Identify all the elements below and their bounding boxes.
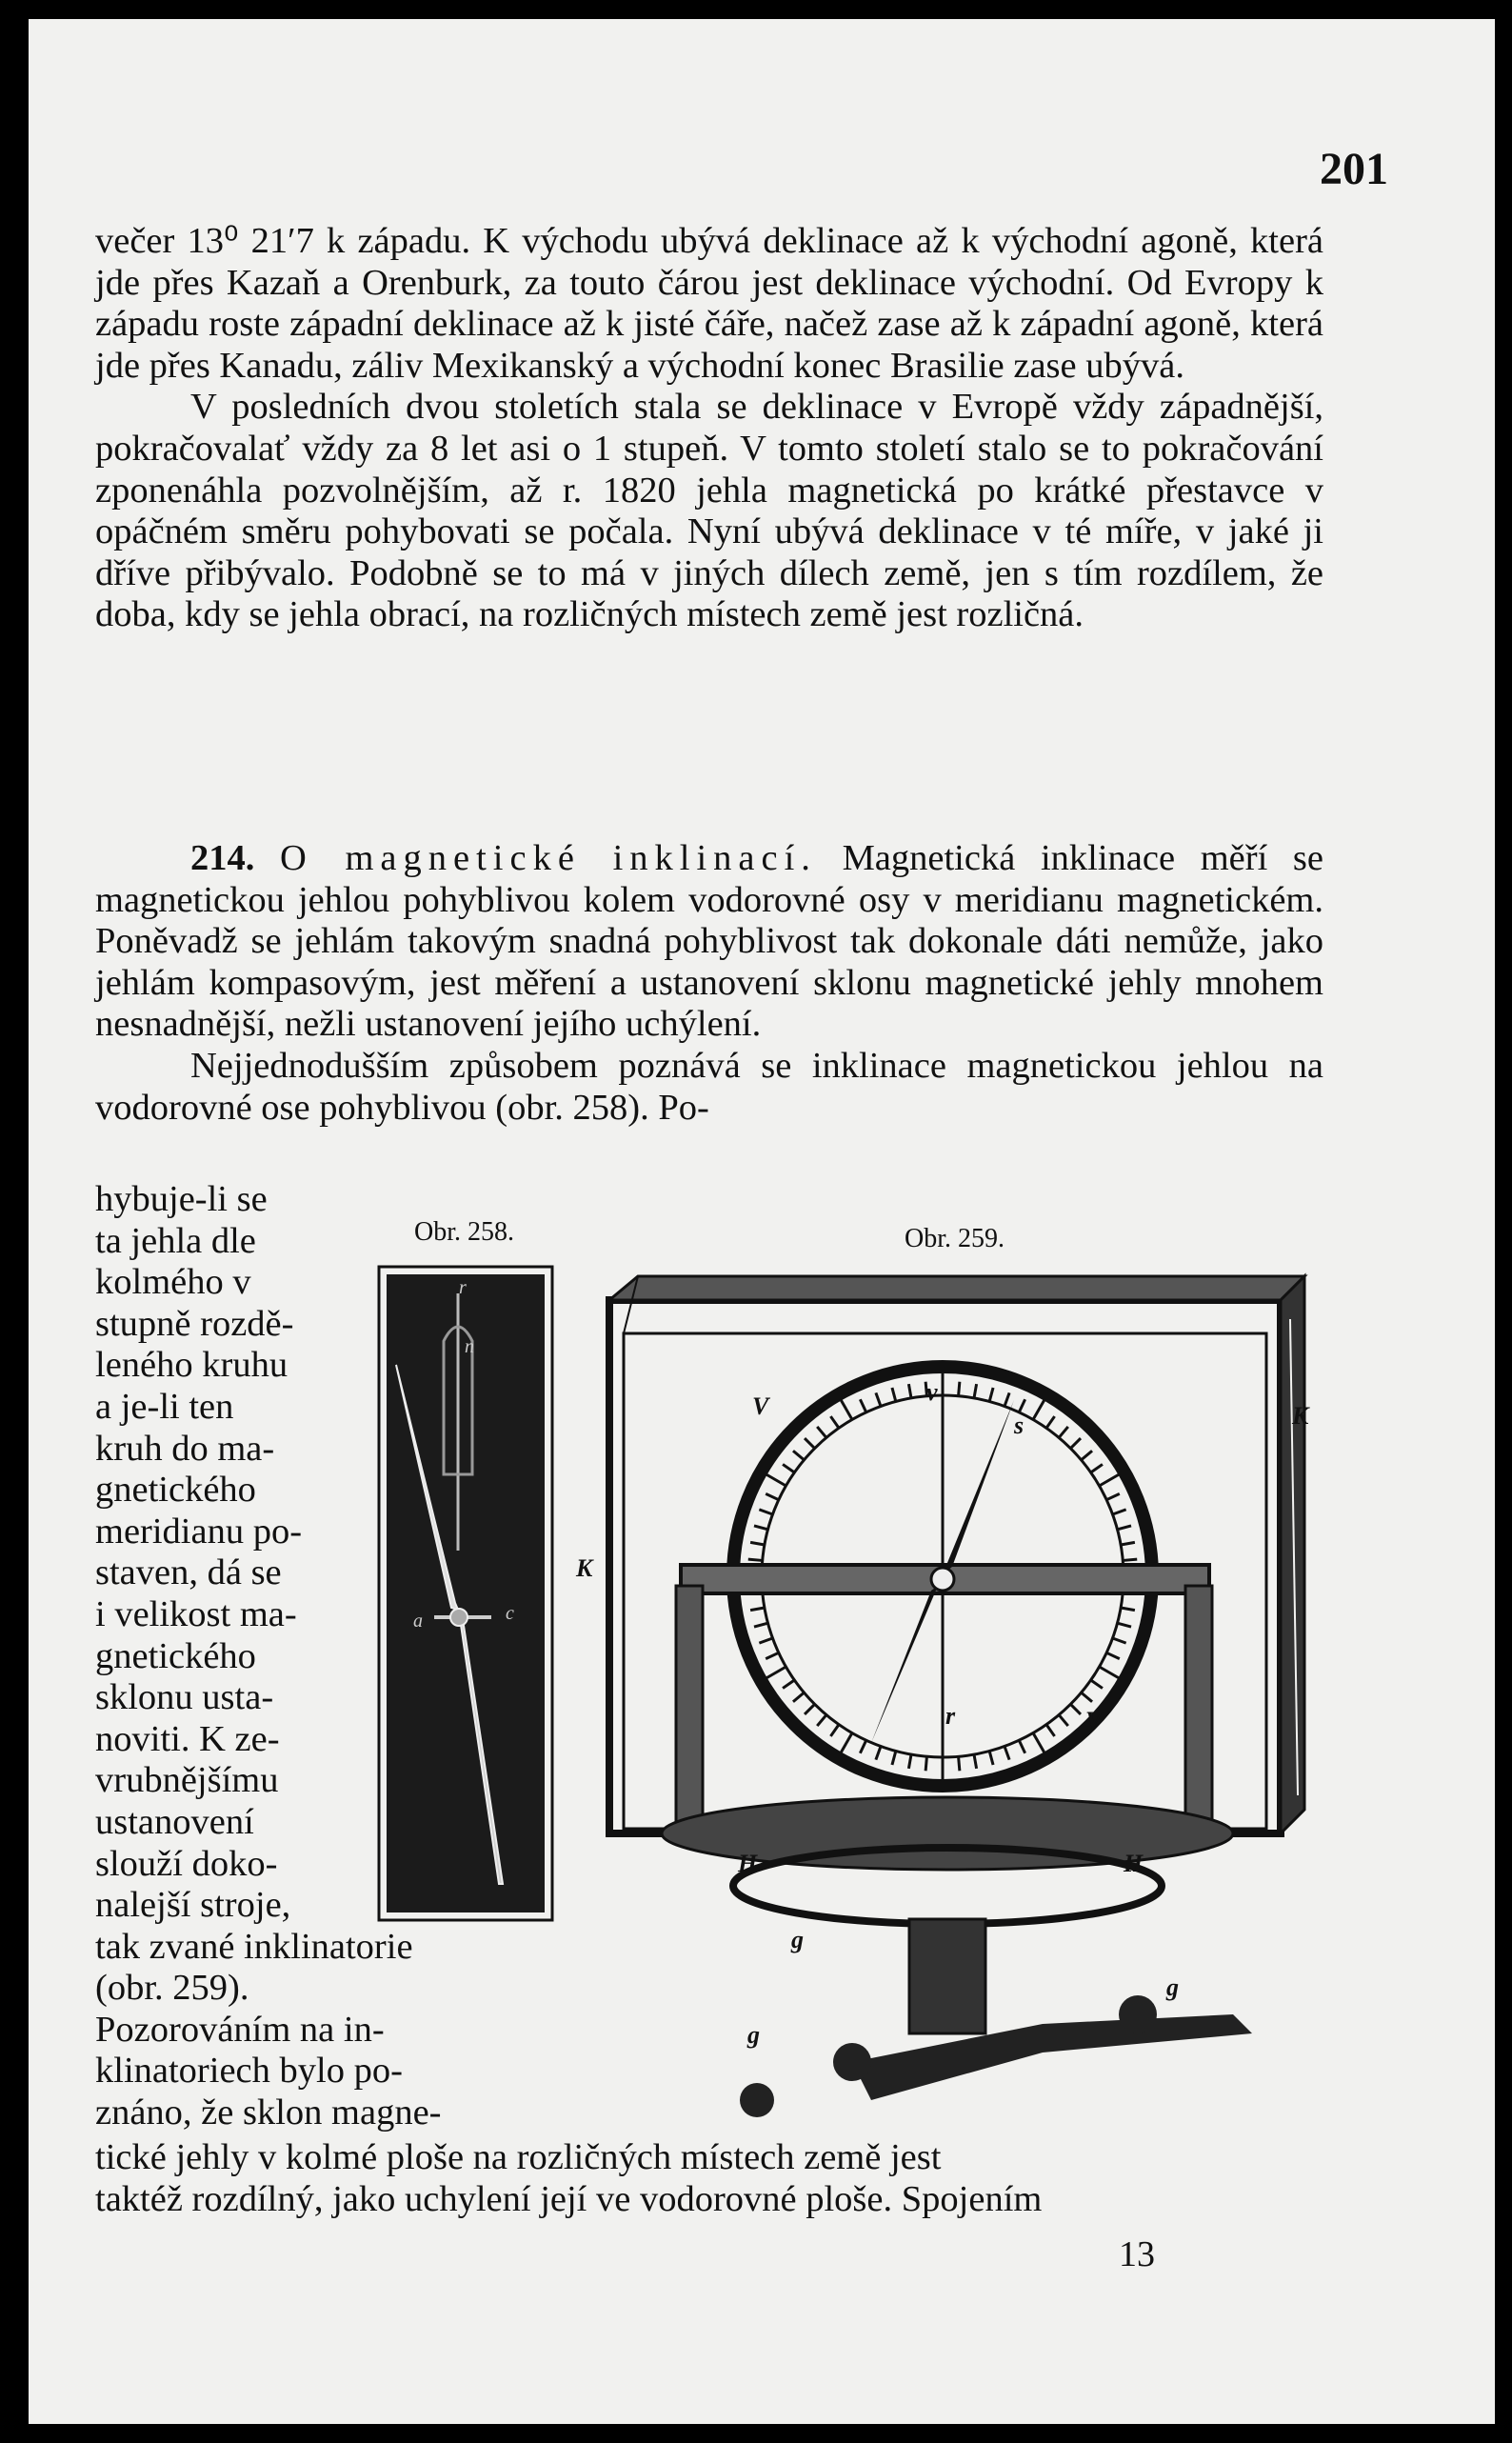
degree-tick (1070, 1704, 1081, 1714)
wrap-line: tak zvané inklinatorie (95, 1926, 413, 1967)
wrap-line: slouží doko- (95, 1843, 278, 1884)
wrap-line: gnetického (95, 1635, 256, 1676)
degree-tick (1059, 1715, 1068, 1726)
degree-tick (989, 1388, 993, 1401)
wrap-line: kolmého v (95, 1262, 251, 1303)
degree-tick (805, 1704, 815, 1714)
section-214 (95, 838, 1323, 1129)
wrap-line: ustanovení (95, 1801, 254, 1842)
wrap-line: a je-li ten (95, 1386, 234, 1427)
wrap-line: i velikost ma- (95, 1593, 297, 1634)
degree-tick (1046, 1725, 1055, 1736)
fig259-label-H1: H (738, 1850, 758, 1877)
wrap-line: Pozorováním na in- (95, 2009, 385, 2050)
fig259-label-g2: g (1166, 1973, 1179, 2001)
degree-tick (766, 1667, 786, 1679)
degree-tick (974, 1754, 977, 1769)
page-number: 201 (1320, 144, 1388, 194)
wrap-line: kruh do ma- (95, 1428, 275, 1469)
bottom-line: taktéž rozdílný, jako uchylení její ve vodorovné ploše. Spojením (95, 2178, 1043, 2219)
degree-tick (876, 1392, 881, 1406)
degree-tick (908, 1754, 911, 1769)
degree-tick (750, 1542, 765, 1545)
degree-tick (1091, 1680, 1103, 1689)
degree-tick (974, 1384, 977, 1398)
degree-tick (750, 1608, 765, 1611)
degree-tick (748, 1559, 763, 1560)
degree-tick (959, 1382, 960, 1396)
section-text: Magnetická inklinace měří se magnetickou jehlou pohyblivou kolem vodorovné osy v meridianu magnetickém. Poněvadž se jehlám takovým snadná pohyblivost tak dokonale dáti nemůže, jako jehlám kompasovým, jest měření a ustanovení sklonu magnetické jehly mnohem nesnadnější, nežli ustanovení jejího uchýlení. (95, 838, 1323, 1045)
wrap-line: (obr. 259). (95, 1968, 249, 2009)
degree-tick (1019, 1740, 1025, 1753)
scan-edge (0, 0, 15, 2443)
degree-tick (1113, 1638, 1126, 1643)
top-text (95, 221, 1323, 636)
degree-tick (1091, 1464, 1103, 1472)
degree-tick (1100, 1667, 1121, 1679)
fig259-label-K-right: K (1292, 1402, 1309, 1430)
degree-tick (793, 1451, 804, 1460)
section-title: O magnetické inklinací. (280, 838, 817, 878)
paragraph-intro: Nejjednodušším způsobem poznává se inklinace magnetickou jehlou na vodorovné ose pohyblivou (obr. 258). Po- (95, 1045, 1323, 1128)
degree-tick (766, 1474, 786, 1487)
wrap-line: hybuje-li se (95, 1179, 268, 1219)
degree-tick (754, 1526, 767, 1530)
fig259-label-g3: g (747, 2021, 760, 2049)
degree-tick (766, 1493, 779, 1499)
degree-tick (1059, 1427, 1068, 1437)
degree-tick (1033, 1399, 1045, 1420)
wrap-line: gnetického (95, 1470, 256, 1511)
fig259-label-V2: V (1085, 1707, 1103, 1734)
wrap-line: meridianu po- (95, 1511, 303, 1552)
fig258-label-n: n (465, 1336, 474, 1357)
paragraph-1: večer 13⁰ 21′7 k západu. K východu ubývá deklinace až k východní agoně, která jde přes Kazaň a Orenburk, za touto čárou jest deklinace východní. Od Evropy k západu roste západní deklinace až k jisté čáře, načež zase až k západní agoně, která jde přes Kanadu, záliv Mexikanský a východní konec Brasilie zase ubývá. (95, 221, 1323, 386)
section-number: 214. (190, 838, 255, 878)
degree-tick (892, 1752, 896, 1765)
degree-tick (783, 1464, 794, 1472)
degree-tick (841, 1733, 853, 1754)
wrap-line: klinatoriech bylo po- (95, 2051, 403, 2092)
degree-tick (793, 1692, 804, 1702)
degree-tick (766, 1652, 779, 1658)
degree-tick (759, 1638, 772, 1643)
fig259-label-s: s (1014, 1412, 1025, 1439)
degree-tick (1082, 1451, 1092, 1460)
degree-tick (892, 1388, 896, 1401)
degree-tick (1121, 1608, 1135, 1611)
degree-tick (1106, 1493, 1120, 1499)
degree-tick (817, 1715, 826, 1726)
degree-tick (1005, 1747, 1009, 1760)
degree-tick (876, 1747, 881, 1760)
degree-tick (1118, 1623, 1131, 1627)
degree-tick (1106, 1652, 1120, 1658)
fig259-label-v: v (926, 1378, 938, 1406)
degree-tick (989, 1752, 993, 1765)
degree-tick (1005, 1392, 1009, 1406)
fig258-dip-needle (377, 1265, 554, 1922)
fig259-label-H2: H (1124, 1850, 1144, 1877)
fig258-label-r: r (459, 1277, 467, 1298)
fig258-label-a: a (413, 1611, 423, 1632)
wrap-line: stupně rozdě- (95, 1303, 294, 1344)
degree-tick (783, 1680, 794, 1689)
fig259-caption: Obr. 259. (905, 1224, 1005, 1253)
degree-tick (817, 1427, 826, 1437)
fig259-label-r: r (945, 1702, 956, 1730)
degree-tick (841, 1399, 853, 1420)
wrap-line: vrubnějšímu (95, 1760, 279, 1801)
wrap-line: ta jehla dle (95, 1220, 256, 1261)
wrap-line: noviti. K ze- (95, 1718, 280, 1759)
degree-tick (754, 1623, 767, 1627)
degree-tick (805, 1438, 815, 1449)
fig259-label-V1: V (752, 1392, 769, 1420)
degree-tick (759, 1510, 772, 1514)
degree-tick (1121, 1542, 1135, 1545)
degree-tick (1019, 1399, 1025, 1412)
wrap-line: sklonu usta- (95, 1677, 274, 1718)
wrap-line: znáno, že sklon magne- (95, 2093, 442, 2133)
fig259-label-g1: g (791, 1926, 804, 1953)
degree-tick (1118, 1526, 1131, 1530)
fig259-label-K-left: K (576, 1554, 593, 1582)
degree-tick (830, 1725, 839, 1736)
fig258-caption: Obr. 258. (414, 1217, 514, 1247)
signature-number: 13 (1119, 2234, 1155, 2274)
degree-tick (908, 1384, 911, 1398)
degree-tick (925, 1756, 926, 1771)
degree-tick (860, 1399, 865, 1412)
degree-tick (1123, 1559, 1137, 1560)
fig259-inclinatorium (567, 1262, 1328, 2138)
degree-tick (1070, 1438, 1081, 1449)
degree-tick (1046, 1416, 1055, 1428)
degree-tick (830, 1416, 839, 1428)
degree-tick (1100, 1474, 1121, 1487)
degree-tick (959, 1756, 960, 1771)
wrap-line: staven, dá se (95, 1552, 282, 1593)
bottom-line: tické jehly v kolmé ploše na rozličných místech země jest (95, 2137, 942, 2177)
fig258-label-c: c (506, 1603, 514, 1624)
degree-tick (1113, 1510, 1126, 1514)
bottom-text (95, 2137, 1323, 2220)
degree-tick (1082, 1692, 1092, 1702)
wrap-line: nalejší stroje, (95, 1885, 291, 1926)
paragraph-2: V posledních dvou stoletích stala se deklinace v Evropě vždy západnější, pokračovalať vždy za 8 let asi o 1 stupeň. V tomto století stalo se to pokračování zponenáhla pozvolnějším, až r. 1820 jehla magnetická po krátké přestavce v opáčném směru pohybovati se počala. Nyní ubývá deklinace v té míře, v jaké ji dříve přibývalo. Podobně se to má v jiných dílech země, jen s tím rozdílem, že doba, kdy se jehla obrací, na rozličných místech země jest rozličná. (95, 387, 1323, 635)
degree-tick (860, 1740, 865, 1753)
wrap-line: leného kruhu (95, 1345, 288, 1386)
degree-tick (1033, 1733, 1045, 1754)
